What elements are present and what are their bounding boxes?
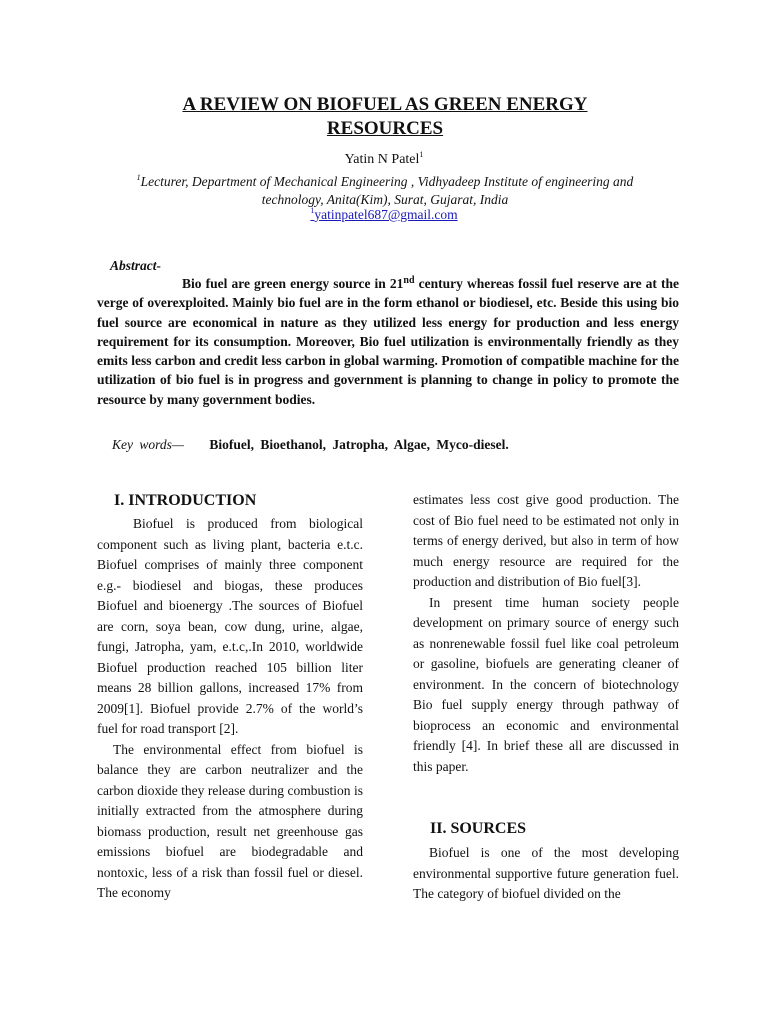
author-affiliation bbox=[100, 173, 670, 209]
right-paragraph-1: estimates less cost give good production. The cost of Bio fuel need to be estimated not only in terms of energy derived, but also in term of how much energy resource are required for the production and distribution of Bio fuel[3]. bbox=[413, 492, 679, 589]
abstract-text bbox=[97, 274, 679, 409]
intro-paragraph-2: The environmental effect from biofuel is balance they are carbon neutralizer and the carbon dioxide they release during combustion is initially extracted from the atmosphere during biomass production, result net greenhouse gas emissions biofuel are biodegradable and nontoxic, less of a risk than fossil fuel or diesel. The economy bbox=[97, 741, 363, 900]
title-line-1: A REVIEW ON BIOFUEL AS GREEN ENERGY bbox=[182, 94, 588, 115]
paper-title bbox=[100, 93, 670, 141]
intro-paragraph-1: Biofuel is produced from biological component such as living plant, bacteria e.t.c. Biofuel comprises of mainly three component e.g.- biodiesel and biogas, these produces Biofuel and bioenergy .The sources of Biofuel are corn, soya bean, cow dung, urine, algae, fungi, Jatropha, yam, e.t.c,.In 2010, worldwide Biofuel production reached 105 billion liter means 28 billion gallons, increased 17% from 2009[1]. Biofuel provide 2.7% of the world’s fuel for road transport [2]. bbox=[97, 516, 363, 736]
keywords-list: Biofuel, Bioethanol, Jatropha, Algae, Myco-diesel. bbox=[209, 437, 509, 452]
right-column bbox=[413, 490, 679, 777]
abstract-label: Abstract- bbox=[110, 258, 162, 273]
author-name bbox=[0, 152, 768, 168]
author-email[interactable] bbox=[0, 207, 768, 223]
sources-paragraph-1: Biofuel is one of the most developing environmental supportive future generation fuel. The category of biofuel divided on the bbox=[413, 845, 679, 901]
abstract-superscript: nd bbox=[403, 275, 415, 286]
keywords-label: Key words— bbox=[112, 437, 184, 452]
affiliation-line-1: Lecturer, Department of Mechanical Engineering , Vidhyadeep Institute of engineering and bbox=[140, 174, 634, 189]
abstract-part-2: century whereas fossil fuel reserve are at the verge of overexploited. Mainly bio fuel are in the form ethanol or biodiesel, etc. Beside this using bio fuel source are economical in nature as they utilized less energy for production and less energy requirement for its consumption. Moreover, Bio fuel utilization is environmentally friendly as they emits less carbon and credit less carbon in global warming. Promotion of compatible machine for the utilization of bio fuel is in progress and government is planning to change in policy to promote the resource by many government bodies. bbox=[97, 276, 679, 407]
email-link[interactable]: yatinpatel687@gmail.com bbox=[314, 207, 458, 222]
affiliation-line-2: technology, Anita(Kim), Surat, Gujarat, India bbox=[261, 192, 509, 207]
right-paragraph-2: In present time human society people development on primary source of energy such as nonrenewable fossil fuel like coal petroleum or gasoline, biofuels are generating cleaner of environment. In the concern of biotechnology Bio fuel supply energy through pathway of bioprocess an economic and environmental friendly [4]. In brief these all are discussed in this paper. bbox=[413, 594, 679, 774]
author-superscript: 1 bbox=[419, 150, 424, 159]
affiliation-superscript: 1 bbox=[136, 173, 141, 182]
author-name-text: Yatin N Patel bbox=[344, 152, 420, 167]
email-superscript: 1 bbox=[310, 206, 315, 215]
left-column bbox=[97, 514, 363, 904]
keywords-line bbox=[112, 437, 509, 453]
introduction-heading: I. INTRODUCTION bbox=[114, 492, 257, 509]
sources-heading: II. SOURCES bbox=[430, 820, 527, 837]
abstract-part-1: Bio fuel are green energy source in 21 bbox=[182, 276, 404, 291]
title-line-2: RESOURCES bbox=[326, 118, 444, 139]
sources-column bbox=[413, 843, 679, 905]
